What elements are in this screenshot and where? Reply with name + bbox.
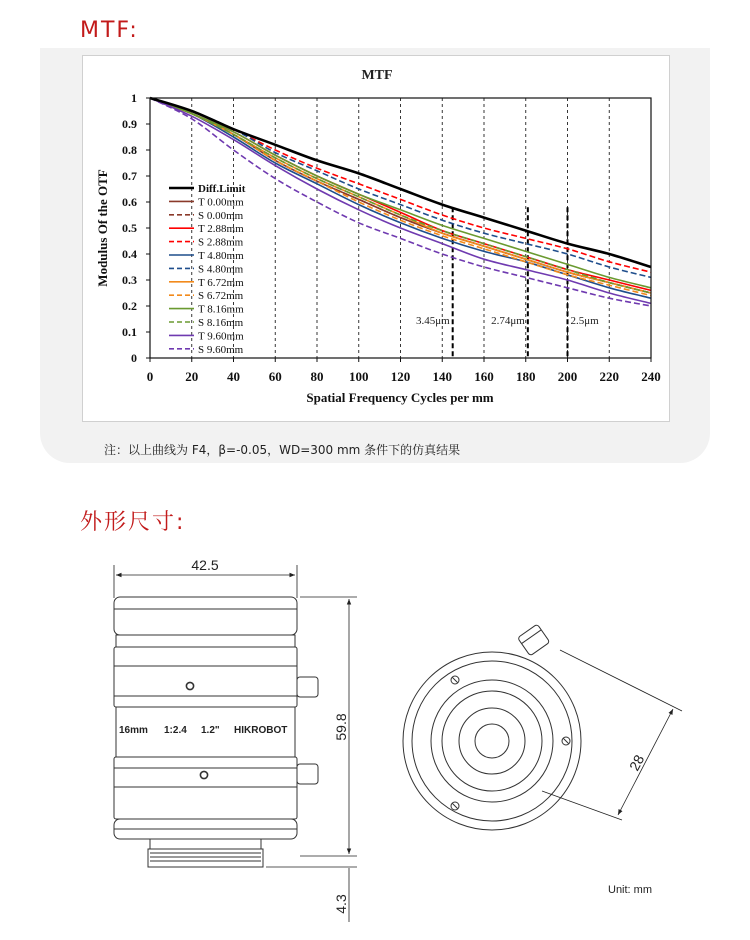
legend-label-6: S 4.80mm — [198, 263, 244, 276]
side-dimension-label: 28 — [625, 752, 648, 774]
lens-engraving — [119, 725, 287, 736]
y-tick-label-0: 0 — [131, 351, 137, 365]
legend-label-12: S 9.60mm — [198, 343, 244, 356]
legend-label-1: T 0.00mm — [198, 196, 244, 209]
y-tick-label-9: 0.9 — [122, 117, 137, 131]
x-tick-label-12: 240 — [641, 369, 661, 384]
x-tick-label-3: 60 — [268, 369, 282, 384]
legend-label-11: T 9.60mm — [198, 330, 244, 343]
legend-label-8: S 6.72mm — [198, 290, 244, 303]
y-tick-label-1: 0.1 — [122, 325, 137, 339]
mtf-section-title: MTF: — [80, 18, 139, 43]
x-tick-label-9: 180 — [516, 369, 536, 384]
y-tick-label-8: 0.8 — [122, 143, 137, 157]
x-tick-label-1: 20 — [185, 369, 199, 384]
plot-annotations — [416, 207, 599, 358]
x-tick-label-10: 200 — [557, 369, 578, 384]
x-tick-label-0: 0 — [146, 369, 154, 384]
legend-label-2: S 0.00mm — [198, 209, 244, 222]
x-tick-label-7: 140 — [432, 369, 452, 384]
x-axis-label: Spatial Frequency Cycles per mm — [306, 390, 494, 405]
engraving-format: 1.2" — [201, 725, 220, 736]
x-tick-label-4: 80 — [310, 369, 324, 384]
y-tick-label-6: 0.6 — [122, 195, 137, 209]
engraving-brand: HIKROBOT — [234, 725, 288, 736]
x-tick-label-6: 120 — [390, 369, 411, 384]
legend-label-7: T 6.72mm — [198, 276, 244, 289]
dimensions-section-title: 外形尺寸: — [80, 510, 186, 535]
legend-label-0: Diff.Limit — [198, 183, 246, 195]
legend-label-4: S 2.88mm — [198, 236, 244, 249]
x-tick-label-11: 220 — [599, 369, 619, 384]
plot-legend — [169, 183, 246, 356]
engraving-aperture: 1:2.4 — [164, 725, 187, 736]
y-tick-label-5: 0.5 — [122, 221, 137, 235]
y-tick-label-2: 0.2 — [122, 299, 137, 313]
annotation-label-0: 3.45μm — [415, 315, 450, 328]
lens-front-view — [403, 624, 581, 830]
width-dimension-label: 42.5 — [191, 557, 219, 573]
y-tick-label-3: 0.3 — [122, 273, 137, 287]
height-dimension-label: 59.8 — [333, 713, 349, 741]
legend-label-9: T 8.16mm — [198, 303, 244, 316]
dimension-drawing — [0, 540, 750, 940]
y-tick-label-10: 1 — [131, 91, 137, 105]
y-tick-label-7: 0.7 — [122, 169, 137, 183]
chart-title: MTF — [361, 68, 393, 83]
y-tick-label-4: 0.4 — [122, 247, 137, 261]
annotation-label-2: 2.5μm — [570, 315, 599, 328]
simulation-note: 注：以上曲线为 F4，β=-0.05，WD=300 mm 条件下的仿真结果 — [104, 443, 461, 457]
x-tick-label-8: 160 — [474, 369, 494, 384]
annotation-label-1: 2.74μm — [491, 315, 525, 328]
thread-dimension-label: 4.3 — [333, 894, 349, 914]
x-tick-label-2: 40 — [227, 369, 240, 384]
x-tick-label-5: 100 — [349, 369, 369, 384]
legend-label-5: T 4.80mm — [198, 250, 244, 262]
unit-label: Unit: mm — [608, 884, 652, 896]
engraving-focal: 16mm — [119, 725, 148, 736]
legend-label-10: S 8.16mm — [198, 317, 244, 329]
y-axis-label: Modulus Of the OTF — [95, 169, 110, 287]
legend-label-3: T 2.88mm — [198, 223, 244, 236]
